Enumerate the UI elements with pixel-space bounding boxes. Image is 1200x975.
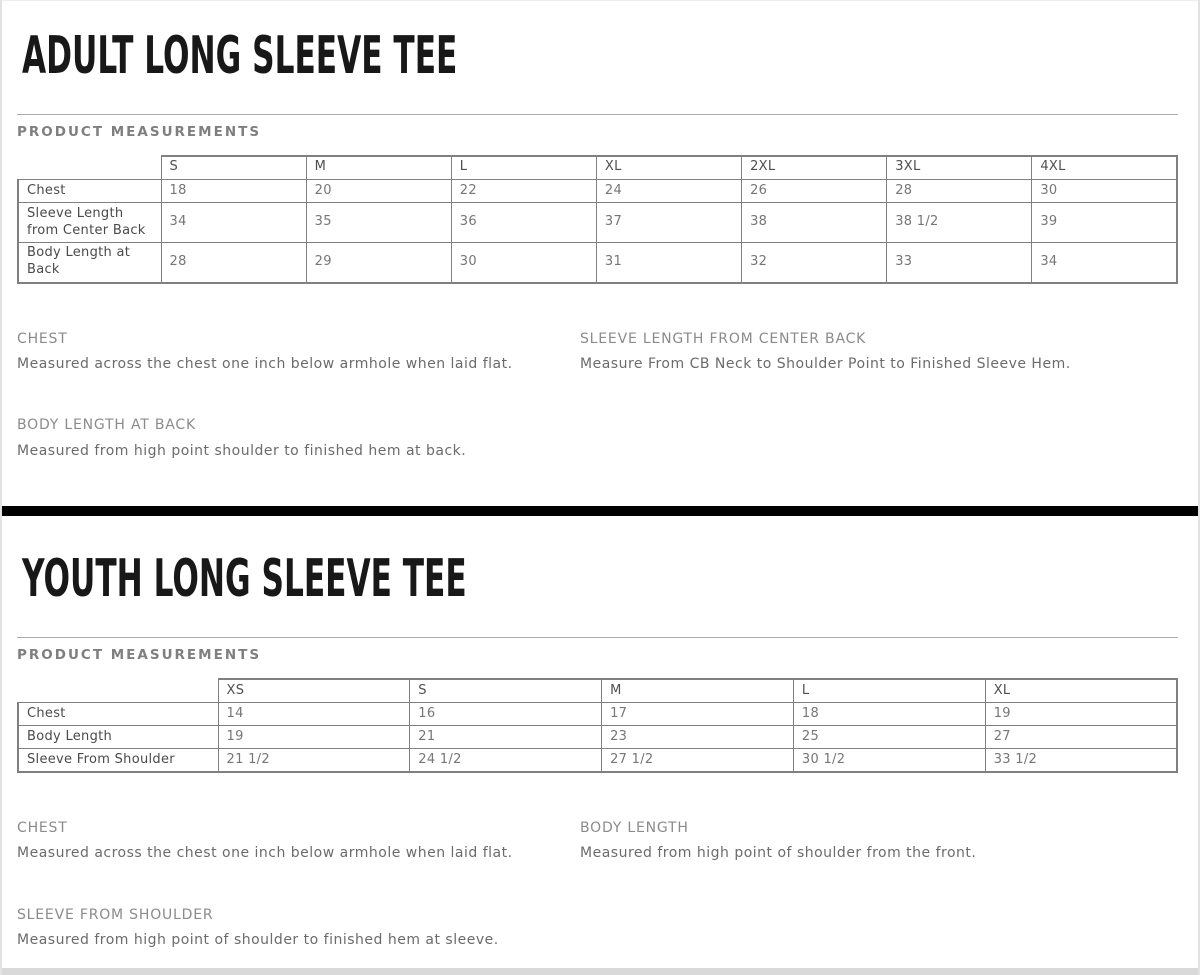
measurement-value: 18 <box>161 180 306 203</box>
definition-description: Measure From CB Neck to Shoulder Point to Finished Sleeve Hem. <box>580 355 1071 372</box>
adult-product-measurements-heading: PRODUCT MEASUREMENTS <box>17 123 262 140</box>
definition-description: Measured from high point of shoulder to finished hem at sleeve. <box>17 931 499 948</box>
table-corner-cell <box>18 156 161 180</box>
size-column-header: M <box>602 679 794 703</box>
table-row-body-length <box>18 726 1177 749</box>
table-row-sleeve-from-shoulder <box>18 749 1177 772</box>
measurement-value: 22 <box>451 180 596 203</box>
measurement-value: 33 1/2 <box>985 749 1177 772</box>
definition-description: Measured across the chest one inch below armhole when laid flat. <box>17 355 513 372</box>
definition-term: CHEST <box>17 819 68 836</box>
row-label: Body Length at Back <box>18 243 161 283</box>
measurement-value: 30 <box>1032 180 1177 203</box>
size-column-header: S <box>161 156 306 180</box>
definition-term: SLEEVE FROM SHOULDER <box>17 906 214 923</box>
size-column-header: 3XL <box>887 156 1032 180</box>
row-label: Chest <box>18 180 161 203</box>
youth-title-row <box>17 516 1178 610</box>
row-label: Sleeve Length from Center Back <box>18 203 161 243</box>
measurement-value: 28 <box>887 180 1032 203</box>
measurement-value: 14 <box>218 703 410 726</box>
definition-body-length <box>17 417 580 459</box>
table-row-chest <box>18 703 1177 726</box>
measurement-value: 19 <box>218 726 410 749</box>
measurement-value: 27 1/2 <box>602 749 794 772</box>
size-column-header: 2XL <box>742 156 887 180</box>
youth-section <box>2 516 1198 948</box>
measurement-value: 34 <box>161 203 306 243</box>
definition-chest <box>17 331 580 373</box>
definition-sleeve-from-shoulder <box>17 907 580 949</box>
measurement-value: 25 <box>793 726 985 749</box>
measurement-value: 32 <box>742 243 887 283</box>
measurement-value: 18 <box>793 703 985 726</box>
youth-size-table <box>17 678 1178 773</box>
measurement-value: 16 <box>410 703 602 726</box>
definition-term: SLEEVE LENGTH FROM CENTER BACK <box>580 330 867 347</box>
row-label: Body Length <box>18 726 218 749</box>
size-column-header: XL <box>596 156 741 180</box>
adult-section <box>2 1 1198 459</box>
size-column-header: M <box>306 156 451 180</box>
youth-section-title: YOUTH LONG SLEEVE TEE <box>22 549 467 610</box>
measurement-value: 35 <box>306 203 451 243</box>
measurement-value: 21 1/2 <box>218 749 410 772</box>
definition-description: Measured from high point of shoulder from the front. <box>580 845 977 862</box>
measurement-value: 24 <box>596 180 741 203</box>
measurement-value: 38 1/2 <box>887 203 1032 243</box>
bottom-bar <box>2 968 1198 975</box>
definition-term: BODY LENGTH <box>580 819 689 836</box>
youth-size-header-row <box>18 679 1177 703</box>
adult-divider-rule <box>17 114 1178 115</box>
table-row-chest <box>18 180 1177 203</box>
adult-section-title: ADULT LONG SLEEVE TEE <box>22 26 458 86</box>
adult-size-header-row <box>18 156 1177 180</box>
measurement-value: 17 <box>602 703 794 726</box>
measurement-value: 36 <box>451 203 596 243</box>
measurement-value: 38 <box>742 203 887 243</box>
youth-product-measurements-heading: PRODUCT MEASUREMENTS <box>17 646 262 663</box>
table-row-body-length <box>18 243 1177 283</box>
youth-definitions <box>17 820 1178 949</box>
adult-definitions <box>17 331 1178 460</box>
table-corner-cell <box>18 679 218 703</box>
measurement-value: 33 <box>887 243 1032 283</box>
youth-divider-rule <box>17 637 1178 638</box>
adult-title-row <box>17 1 1178 84</box>
measurement-value: 20 <box>306 180 451 203</box>
size-column-header: L <box>793 679 985 703</box>
measurement-value: 37 <box>596 203 741 243</box>
definition-description: Measured across the chest one inch below armhole when laid flat. <box>17 845 513 862</box>
measurement-value: 39 <box>1032 203 1177 243</box>
row-label: Sleeve From Shoulder <box>18 749 218 772</box>
table-row-sleeve-length <box>18 203 1177 243</box>
size-column-header: XS <box>218 679 410 703</box>
measurement-value: 27 <box>985 726 1177 749</box>
size-column-header: S <box>410 679 602 703</box>
definition-term: CHEST <box>17 330 68 347</box>
measurement-value: 23 <box>602 726 794 749</box>
row-label: Chest <box>18 703 218 726</box>
size-column-header: XL <box>985 679 1177 703</box>
measurement-value: 31 <box>596 243 741 283</box>
measurement-value: 19 <box>985 703 1177 726</box>
definition-chest <box>17 820 580 862</box>
measurement-value: 24 1/2 <box>410 749 602 772</box>
size-column-header: L <box>451 156 596 180</box>
measurement-value: 21 <box>410 726 602 749</box>
definition-description: Measured from high point shoulder to finished hem at back. <box>17 442 467 459</box>
section-divider-bar <box>2 506 1198 516</box>
measurement-value: 26 <box>742 180 887 203</box>
measurement-value: 28 <box>161 243 306 283</box>
definition-sleeve-length <box>580 331 1178 373</box>
definition-body-length <box>580 820 1178 862</box>
measurement-value: 34 <box>1032 243 1177 283</box>
size-column-header: 4XL <box>1032 156 1177 180</box>
measurement-value: 30 1/2 <box>793 749 985 772</box>
measurement-value: 30 <box>451 243 596 283</box>
definition-term: BODY LENGTH AT BACK <box>17 417 196 434</box>
adult-size-table <box>17 155 1178 284</box>
measurement-value: 29 <box>306 243 451 283</box>
